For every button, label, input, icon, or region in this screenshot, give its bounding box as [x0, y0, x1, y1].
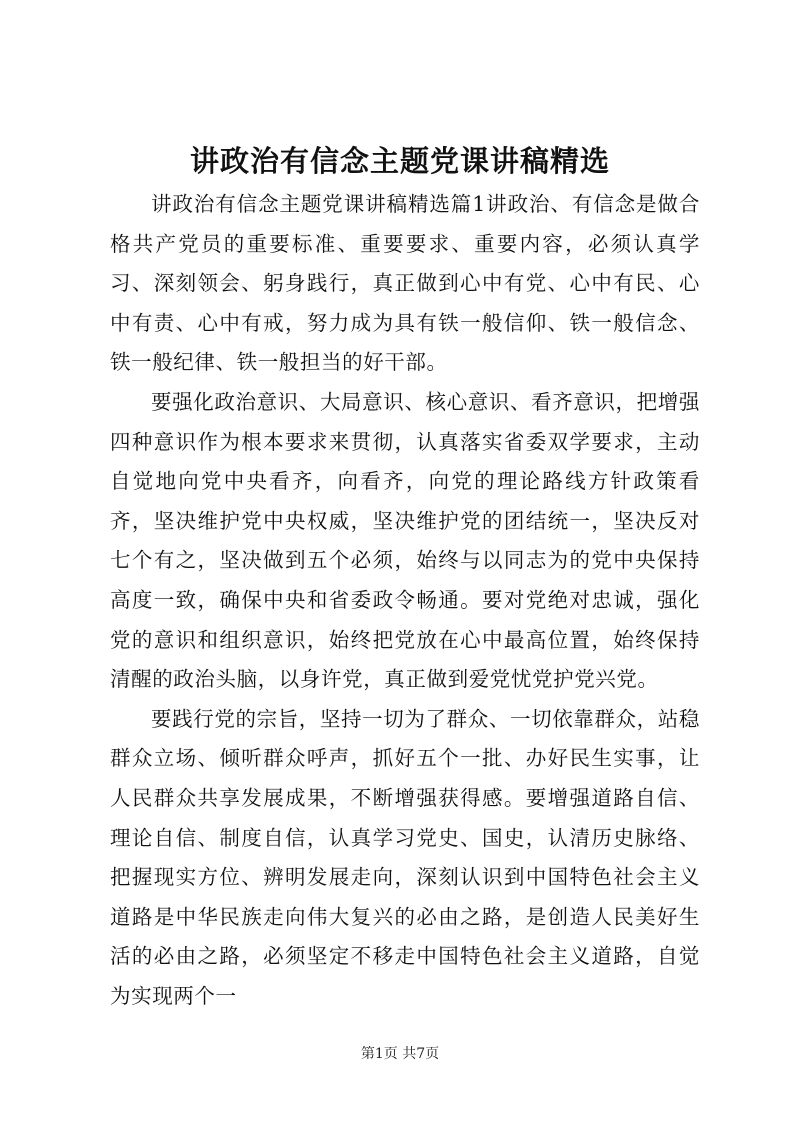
paragraph-2: 要强化政治意识、大局意识、核心意识、看齐意识，把增强四种意识作为根本要求来贯彻，认真落实省委双学要求，主动自觉地向党中央看齐，向看齐，向党的理论路线方针政策看齐，坚决维护党中央权威，坚决维护党的团结统一，坚决反对七个有之，坚决做到五个必须，始终与以同志为的党中央保持高度一致，确保中央和省委政令畅通。要对党绝对忠诚，强化党的意识和组织意识，始终把党放在心中最高位置，始终保持清醒的政治头脑，以身许党，真正做到爱党忧党护党兴党。	[110, 389, 700, 692]
paragraph-3: 要践行党的宗旨，坚持一切为了群众、一切依靠群众，站稳群众立场、倾听群众呼声，抓好五个一批、办好民生实事，让人民群众共享发展成果，不断增强获得感。要增强道路自信、理论自信、制度自信，认真学习党史、国史，认清历史脉络、把握现实方位、辨明发展走向，深刻认识到中国特色社会主义道路是中华民族走向伟大复兴的必由之路，是创造人民美好生活的必由之路，必须坚定不移走中国特色社会主义道路，自觉为实现两个一	[110, 706, 700, 1008]
document-body	[110, 185, 700, 1016]
paragraph-1: 讲政治有信念主题党课讲稿精选篇1讲政治、有信念是做合格共产党员的重要标准、重要要求、重要内容，必须认真学习、深刻领会、躬身践行，真正做到心中有党、心中有民、心中有责、心中有戒，努力成为具有铁一般信仰、铁一般信念、铁一般纪律、铁一般担当的好干部。	[110, 192, 700, 375]
page-footer: 第1页 共7页	[360, 1046, 440, 1062]
document-title: 讲政治有信念主题党课讲稿精选	[189, 144, 610, 178]
